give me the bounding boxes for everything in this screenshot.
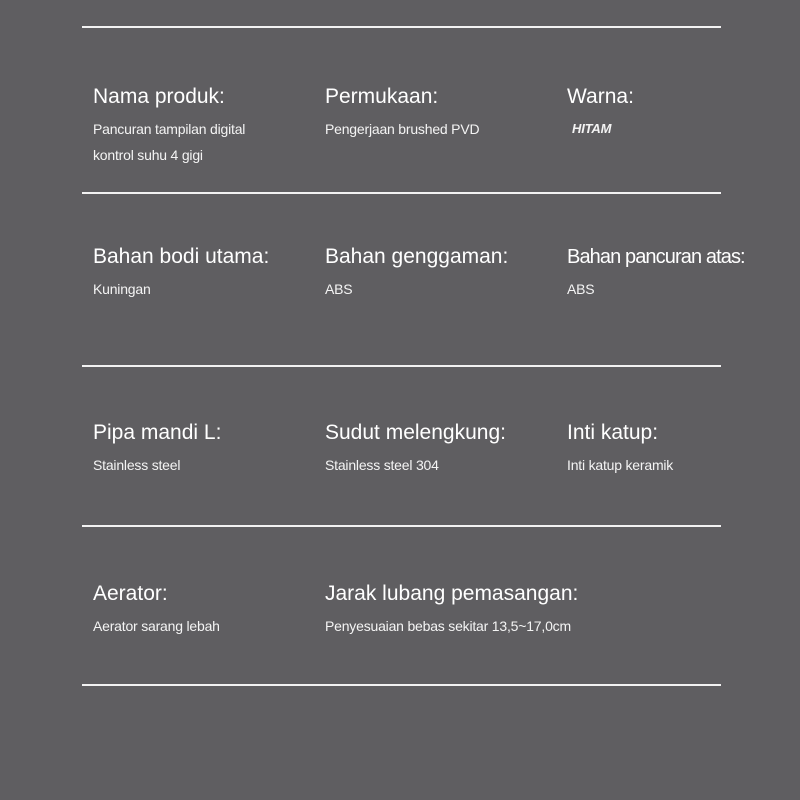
spec-label: Aerator:: [93, 582, 168, 605]
spec-product-name: [93, 84, 278, 168]
divider-top: [82, 26, 721, 28]
spec-l-pipe: [93, 420, 221, 478]
spec-label: Nama produk:: [93, 85, 225, 108]
divider-1: [82, 192, 721, 194]
spec-value: Inti katup keramik: [567, 457, 674, 473]
spec-value: Stainless steel: [93, 457, 181, 473]
spec-label: Jarak lubang pemasangan:: [325, 582, 579, 605]
spec-top-shower-material: [567, 244, 745, 302]
divider-3: [82, 525, 721, 527]
spec-hole-distance: [325, 581, 578, 639]
spec-value: HITAM: [572, 121, 612, 136]
divider-bottom: [82, 684, 721, 686]
spec-label: Permukaan:: [325, 85, 439, 108]
spec-color: [567, 84, 634, 142]
spec-handle-material: [325, 244, 508, 302]
spec-value: Pancuran tampilan digital kontrol suhu 4 gigi: [93, 121, 246, 163]
spec-label: Bahan bodi utama:: [93, 245, 270, 268]
spec-value: Stainless steel 304: [325, 457, 439, 473]
spec-aerator: [93, 581, 220, 639]
spec-label: Inti katup:: [567, 421, 659, 444]
spec-label: Bahan genggaman:: [325, 245, 509, 268]
spec-body-material: [93, 244, 269, 302]
spec-label: Sudut melengkung:: [325, 421, 506, 444]
spec-valve-core: [567, 420, 673, 478]
spec-label: Warna:: [567, 85, 634, 108]
spec-value: Kuningan: [93, 281, 151, 297]
spec-value: Aerator sarang lebah: [93, 618, 220, 634]
spec-value: Pengerjaan brushed PVD: [325, 121, 480, 137]
spec-value: ABS: [567, 281, 595, 297]
spec-label: Pipa mandi L:: [93, 421, 222, 444]
spec-value: Penyesuaian bebas sekitar 13,5~17,0cm: [325, 618, 571, 634]
spec-surface: [325, 84, 479, 142]
spec-value: ABS: [325, 281, 353, 297]
spec-curved-angle: [325, 420, 506, 478]
spec-label: Bahan pancuran atas:: [567, 246, 745, 268]
divider-2: [82, 365, 721, 367]
